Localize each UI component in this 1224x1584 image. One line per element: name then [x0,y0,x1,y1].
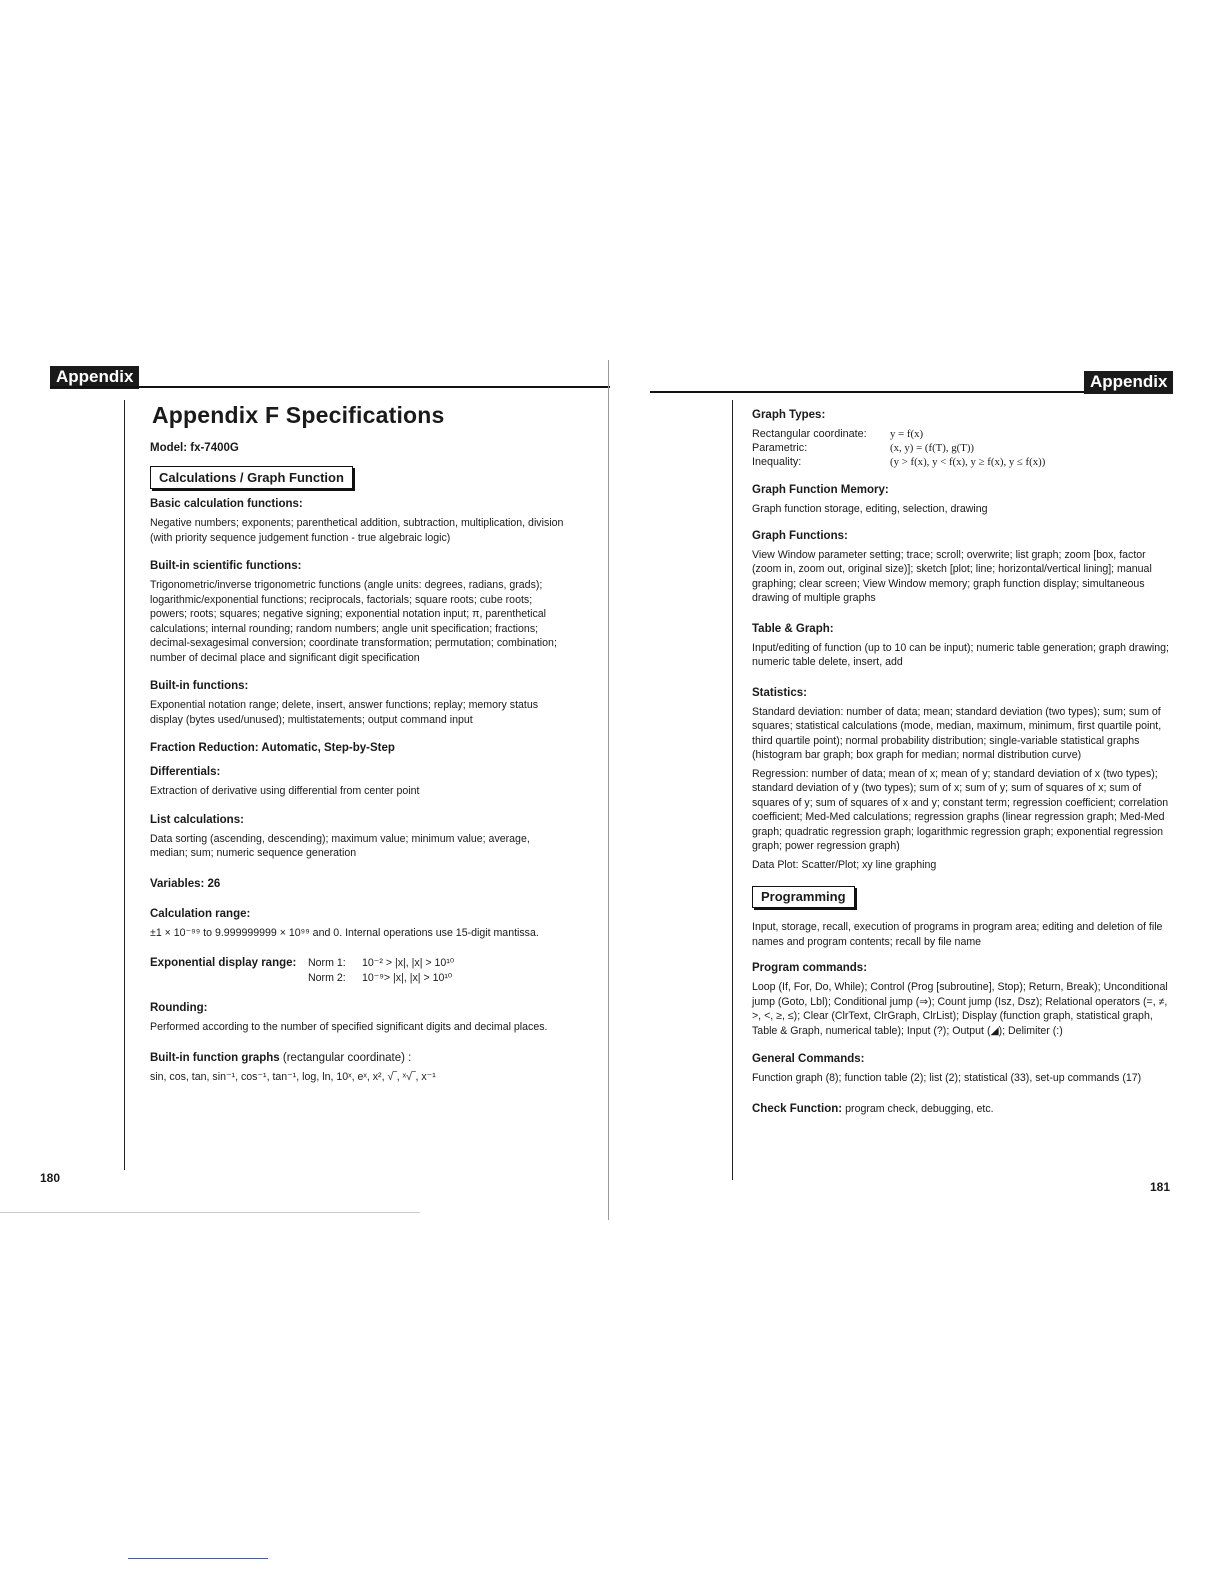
right-sections [752,408,1174,1116]
graph-functions-section [752,529,1174,606]
data-plot-section [752,858,1174,873]
list-calc-section [150,813,570,861]
section-heading: Basic calculation functions: [150,498,303,510]
graph-types-section [752,408,1174,469]
section-heading: Program commands: [752,962,868,974]
section-heading: Built-in functions: [150,680,249,692]
section-text: ±1 × 10⁻⁹⁹ to 9.999999999 × 10⁹⁹ and 0. Internal operations use 15-digit mantissa. [150,926,539,939]
section-heading: Graph Functions: [752,529,848,542]
section-heading: Variables: 26 [150,877,221,890]
fraction-section [150,741,570,755]
rounding-section [150,1001,570,1035]
section-heading: Built-in scientific functions: [150,560,302,572]
program-commands-section [752,961,1174,1038]
section-heading: Rounding: [150,1002,208,1014]
statistics-section [752,686,1174,763]
section-text: Input, storage, recall, execution of programs in program area; editing and deletion of file names and program contents; recall by file name [752,921,1163,948]
programming-section [752,920,1174,949]
section-text: Extraction of derivative using differential from center point [150,785,420,797]
builtin-functions-section [150,679,570,727]
section-heading: General Commands: [752,1053,865,1065]
section-heading: Differentials: [150,766,221,778]
section-text: Performed according to the number of specified significant digits and decimal places. [150,1021,548,1033]
section-heading: Calculation range: [150,907,251,920]
variables-section [150,877,570,891]
norm1-value: 10⁻² > |x|, |x| > 10¹⁰ [362,957,455,969]
graph-type-label: Parametric: [752,442,808,454]
section-heading: Graph Types: [752,409,826,421]
right-page-number: 181 [1150,1180,1171,1194]
section-text: program check, debugging, etc. [845,1102,994,1115]
norm1-label: Norm 1: [308,957,346,969]
section-text: Input/editing of function (up to 10 can be input); numeric table generation; graph drawing; numeric table delete, insert, add [752,641,1169,668]
check-function-section [752,1102,1174,1117]
section-heading: Graph Function Memory: [752,484,889,496]
builtin-graphs-section [150,1051,570,1085]
programming-box-heading: Programming [752,886,855,908]
norm2-label: Norm 2: [308,971,346,984]
section-text: Trigonometric/inverse trigonometric functions (angle units: degrees, radians, grads); logarithmic/exponential functions; reciprocals, factorials; square roots; cube roots; powers; roots; squares; negative signing; exponential notation input; π, parenthetical calculations; internal rounding; random numbers; angle unit specification; fractions; decimal-sexagesimal conversion; coordinate transformation; permutation; combination; number of decimal place and significant digit specification [150,579,557,664]
left-bottom-edge [0,1212,420,1213]
left-appendix-tab: Appendix [50,366,139,389]
section-heading-suffix: (rectangular coordinate) : [282,1051,412,1064]
graph-type-label: Rectangular coordinate: [752,428,867,440]
section-heading: Check Function: [752,1102,843,1115]
section-text: Data Plot: Scatter/Plot; xy line graphing [752,858,937,871]
section-heading: List calculations: [150,813,244,826]
bottom-blue-rule [128,1558,268,1559]
general-commands-section [752,1052,1174,1086]
page-title: Appendix F Specifications [152,402,445,428]
calculations-box-heading: Calculations / Graph Function [150,466,353,489]
section-text: sin, cos, tan, sin⁻¹, cos⁻¹, tan⁻¹, log, ln, 10ˣ, eˣ, x², √‾, ˣ√‾, x⁻¹ [150,1070,436,1083]
section-text: Negative numbers; exponents; parenthetical addition, subtraction, multiplication, division (with priority sequence judgement function - true algebraic logic) [150,517,564,544]
section-heading: Fraction Reduction: Automatic, Step-by-Step [150,742,395,754]
book-spine [608,360,609,1220]
calc-range-section [150,907,570,941]
differentials-section [150,765,570,799]
left-margin-line [124,400,125,1170]
regression-section [752,767,1174,854]
section-text: Loop (If, For, Do, While); Control (Prog [subroutine], Stop); Return, Break); Unconditional jump (Goto, Lbl); Conditional jump (⇒); Count jump (Isz, Dsz); Relational operators (=, ≠, >, <, ≥, ≤); Clear (ClrText, ClrGraph, ClrList); Display (function graph, statistical graph, Table & Graph, numerical table); Input (?); Output (◢); Delimiter (:) [752,981,1168,1037]
section-heading: Built-in function graphs [150,1051,280,1064]
exp-display-section [150,956,570,985]
graph-type-value: (y > f(x), y < f(x), y ≥ f(x), y ≤ f(x)) [890,456,1046,468]
graph-type-value: (x, y) = (f(T), g(T)) [890,442,975,454]
left-page-number: 180 [40,1171,61,1185]
section-heading: Table & Graph: [752,622,834,635]
graph-type-label: Inequality: [752,456,802,468]
graph-type-value: y = f(x) [890,428,924,440]
section-text: Standard deviation: number of data; mean; standard deviation (two types); sum; sum of squares; statistical calculations (mode, median, maximum, minimum, first quartile point, third quartile point); normal probability distribution; single-variable statistical graphs (histogram bar graph; box graph for median; normal distribution curve) [752,705,1162,761]
graph-memory-section [752,483,1174,517]
model-label: Model: fx-7400G [150,442,239,454]
basic-calc-section [150,497,570,545]
exp-display-label: Exponential display range: [150,957,297,969]
right-appendix-tab: Appendix [1084,371,1173,394]
table-graph-section [752,622,1174,670]
section-text: Graph function storage, editing, selection, drawing [752,503,988,515]
section-text: Exponential notation range; delete, insert, answer functions; replay; memory status display (bytes used/unused); multistatements; output command input [150,699,539,726]
scientific-section [150,559,570,665]
left-sections [150,497,570,1084]
left-header-rule [50,386,610,388]
section-heading: Statistics: [752,686,807,699]
section-text: Regression: number of data; mean of x; mean of y; standard deviation of x (two types); standard deviation of y (two types); sum of x; sum of y; sum of squares of x; sum of squares of y; sum of squares of x and y; constant term; regression coefficient; correlation coefficient; Med-Med calculations; regression graphs (linear regression graph; Med-Med graph; quadratic regression graph; logarithmic regression graph; exponential regression graph; power regression graph) [752,767,1169,852]
section-text: View Window parameter setting; trace; scroll; overwrite; list graph; zoom [box, factor (zoom in, zoom out, original size)]; sketch [plot; line; horizontal/vertical lining]; manual graphing; clear screen; View Window memory; graph function display; simultaneous drawing of multiple graphs [752,548,1152,604]
section-text: Data sorting (ascending, descending); maximum value; minimum value; average, median; sum; numeric sequence generation [150,832,530,859]
right-margin-line [732,400,733,1180]
norm2-value: 10⁻⁹> |x|, |x| > 10¹⁰ [362,971,453,984]
section-text: Function graph (8); function table (2); list (2); statistical (33), set-up commands (17) [752,1072,1142,1084]
